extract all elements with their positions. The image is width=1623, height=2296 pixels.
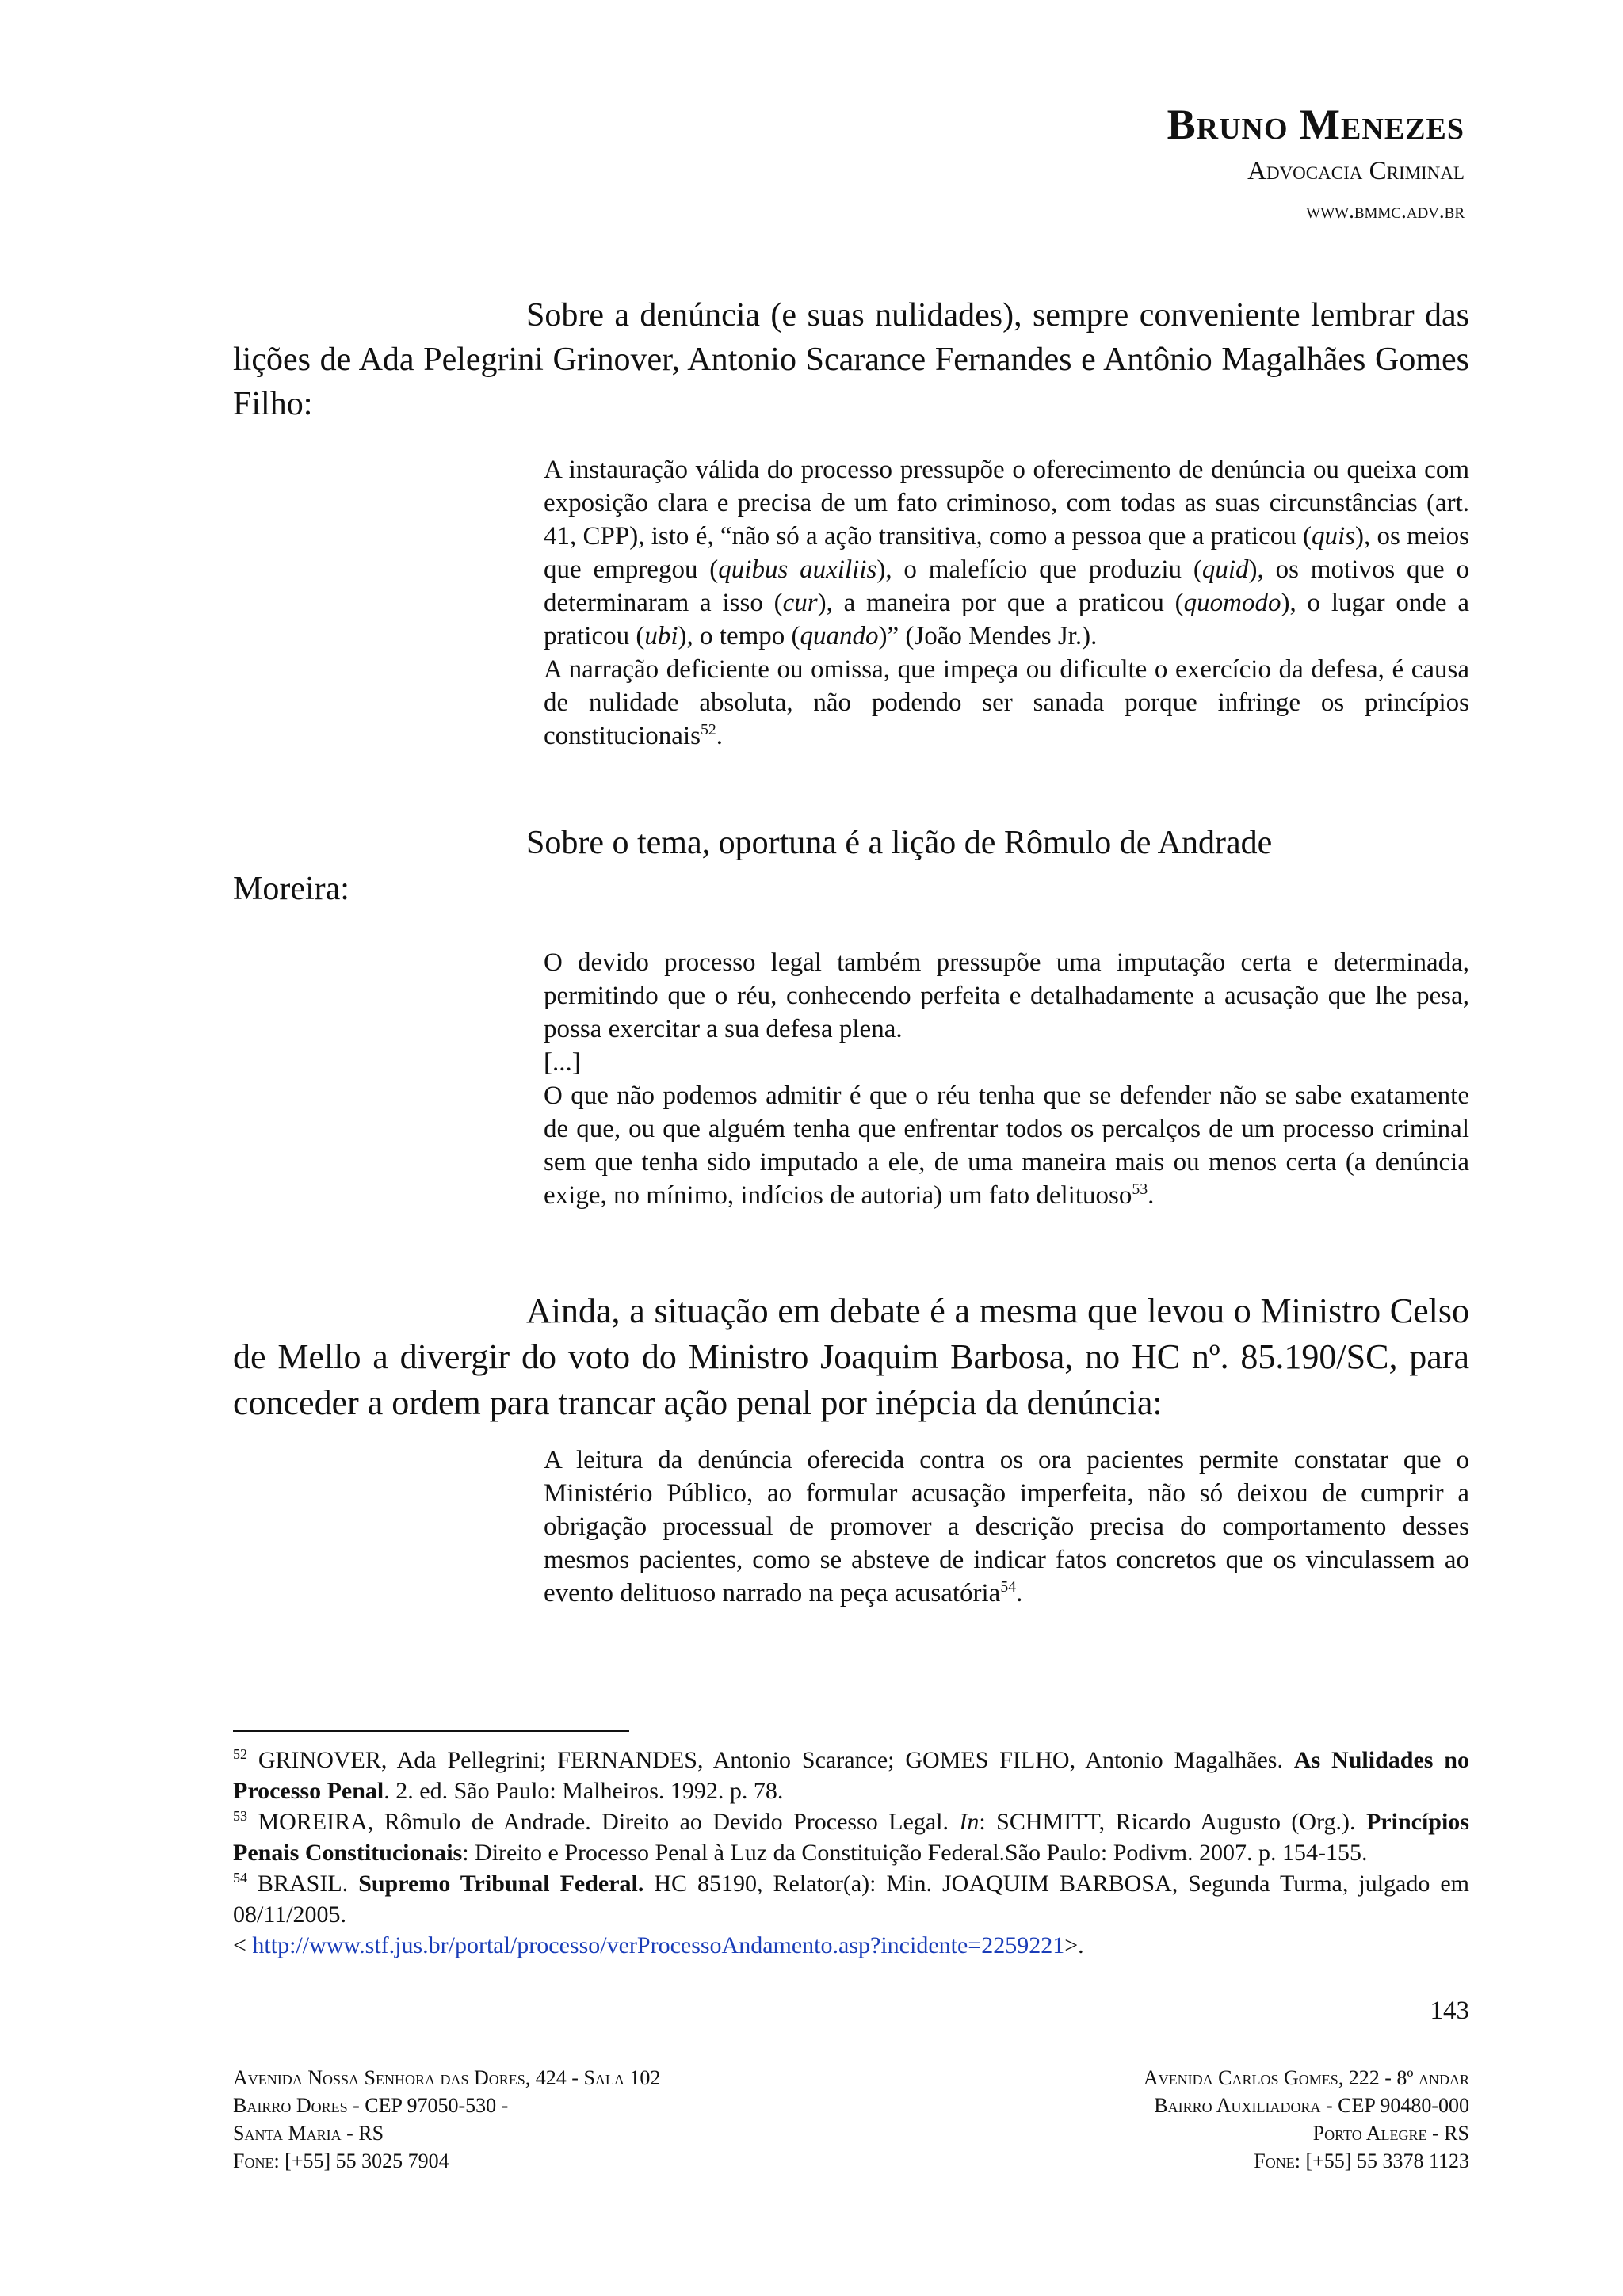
paragraph-romulo-line1: Sobre o tema, oportuna é a lição de Rômulo de Andrade — [526, 825, 1273, 861]
quote-moreira-para2: O que não podemos admitir é que o réu tenha que se defender não se sabe exatamente de que, ou que alguém tenha que enfrentar todos os percalços de um processo criminal sem que tenha sido imputado a ele, de uma maneira mais ou menos certa (a denúncia exige, no mínimo, indícios de autoria) um fato delituoso$^{53}$. — [544, 1081, 1469, 1210]
quote-moreira-para1: O devido processo legal também pressupõe uma imputação certa e determinada, permitindo que o réu, conhecendo perfeita e detalhadamente a acusação que lhe pesa, possa exercitar a sua defesa plena. — [544, 948, 1469, 1043]
footnote-ref-53: 53 — [1132, 1180, 1148, 1198]
footer-left-line: Avenida Nossa Senhora das Dores, 424 - Sala 102 — [233, 2066, 661, 2089]
block-quote-moreira — [544, 946, 1469, 1212]
footnote-54-link-line: < http://www.stf.jus.br/portal/processo/verProcessoAndamento.asp?incidente=2259221>. — [233, 1932, 1084, 1958]
block-quote-grinover — [544, 453, 1469, 753]
footnote-separator — [233, 1730, 629, 1732]
footer-address-porto-alegre — [1144, 2064, 1469, 2175]
paragraph-romulo-line2: Moreira: — [233, 871, 349, 907]
footnote-ref-54: 54 — [1000, 1578, 1017, 1596]
paragraph-celso-mello: Ainda, a situação em debate é a mesma que levou o Ministro Celso de Mello a divergir do voto do Ministro Joaquim Barbosa, no HC nº. 85.190/SC, para conceder a ordem para trancar ação penal por inépcia da denúncia: — [233, 1291, 1469, 1422]
footer-right-line: Avenida Carlos Gomes, 222 - 8º andar — [1143, 2066, 1469, 2089]
firm-subtitle: Advocacia Criminal — [1247, 157, 1465, 186]
footer-left-line: Santa Maria - RS — [233, 2122, 384, 2145]
footer-right-line: Porto Alegre - RS — [1312, 2122, 1469, 2145]
footnote-ref-52: 52 — [700, 721, 716, 738]
footer-address-santa-maria — [233, 2064, 660, 2175]
footnote-54: $^{54}$ BRASIL. Supremo Tribunal Federal. HC 85190, Relator(a): Min. JOAQUIM BARBOSA, Segunda Turma, julgado em 08/11/2005. — [233, 1870, 1469, 1928]
footnotes — [233, 1745, 1469, 1961]
block-quote-stf — [544, 1444, 1469, 1610]
quote-grinover-para1: A instauração válida do processo pressupõe o oferecimento de denúncia ou queixa com exposição clara e precisa de um fato criminoso, com todas as suas circunstâncias (art. 41, CPP), isto é, “não só a ação transitiva, como a pessoa que a praticou (quis), os meios que empregou (quibus auxiliis), o malefício que produziu (quid), os motivos que o determinaram a isso (cur), a maneira por que a praticou (quomodo), o lugar onde a praticou (ubi), o tempo (quando)” (João Mendes Jr.). — [544, 456, 1469, 650]
firm-name: Bruno Menezes — [1167, 101, 1465, 148]
footer-right-line: Fone: [+55] 55 3378 1123 — [1254, 2149, 1469, 2172]
stf-link[interactable]: http://www.stf.jus.br/portal/processo/verProcessoAndamento.asp?incidente=2259221 — [252, 1932, 1065, 1958]
firm-website: www.bmmc.adv.br — [1306, 198, 1465, 223]
quote-grinover-para2: A narração deficiente ou omissa, que impeça ou dificulte o exercício da defesa, é causa de nulidade absoluta, não podendo ser sanada porque infringe os princípios constitucionais$^{52}$. — [544, 655, 1469, 750]
page-number: 143 — [1430, 1997, 1469, 2025]
footer-right-line: Bairro Auxiliadora - CEP 90480-000 — [1154, 2094, 1469, 2117]
footnote-53: $^{53}$ MOREIRA, Rômulo de Andrade. Direito ao Devido Processo Legal. In: SCHMITT, Ricardo Augusto (Org.). Princípios Penais Constitucionais: Direito e Processo Penal à Luz da Constituição Federal.São Paulo: Podivm. 2007. p. 154-155. — [233, 1808, 1469, 1866]
quote-moreira-ellipsis: [...] — [544, 1048, 581, 1077]
footer-left-line: Bairro Dores - CEP 97050-530 - — [233, 2094, 509, 2117]
footnote-52: $^{52}$ GRINOVER, Ada Pellegrini; FERNANDES, Antonio Scarance; GOMES FILHO, Antonio Magalhães. As Nulidades no Processo Penal. 2. ed. São Paulo: Malheiros. 1992. p. 78. — [233, 1746, 1469, 1804]
footer-left-line: Fone: [+55] 55 3025 7904 — [233, 2149, 449, 2172]
paragraph-denuncia-intro: Sobre a denúncia (e suas nulidades), sempre conveniente lembrar das lições de Ada Pelegrini Grinover, Antonio Scarance Fernandes e Antônio Magalhães Gomes Filho: — [233, 297, 1469, 422]
quote-stf-para: A leitura da denúncia oferecida contra os ora pacientes permite constatar que o Ministério Público, ao formular acusação imperfeita, não só deixou de cumprir a obrigação processual de promover a descrição precisa do comportamento desses mesmos pacientes, como se absteve de indicar fatos concretos que os vinculassem ao evento delituoso narrado na peça acusatória$^{54}$. — [544, 1446, 1469, 1608]
letterhead — [1167, 101, 1465, 223]
